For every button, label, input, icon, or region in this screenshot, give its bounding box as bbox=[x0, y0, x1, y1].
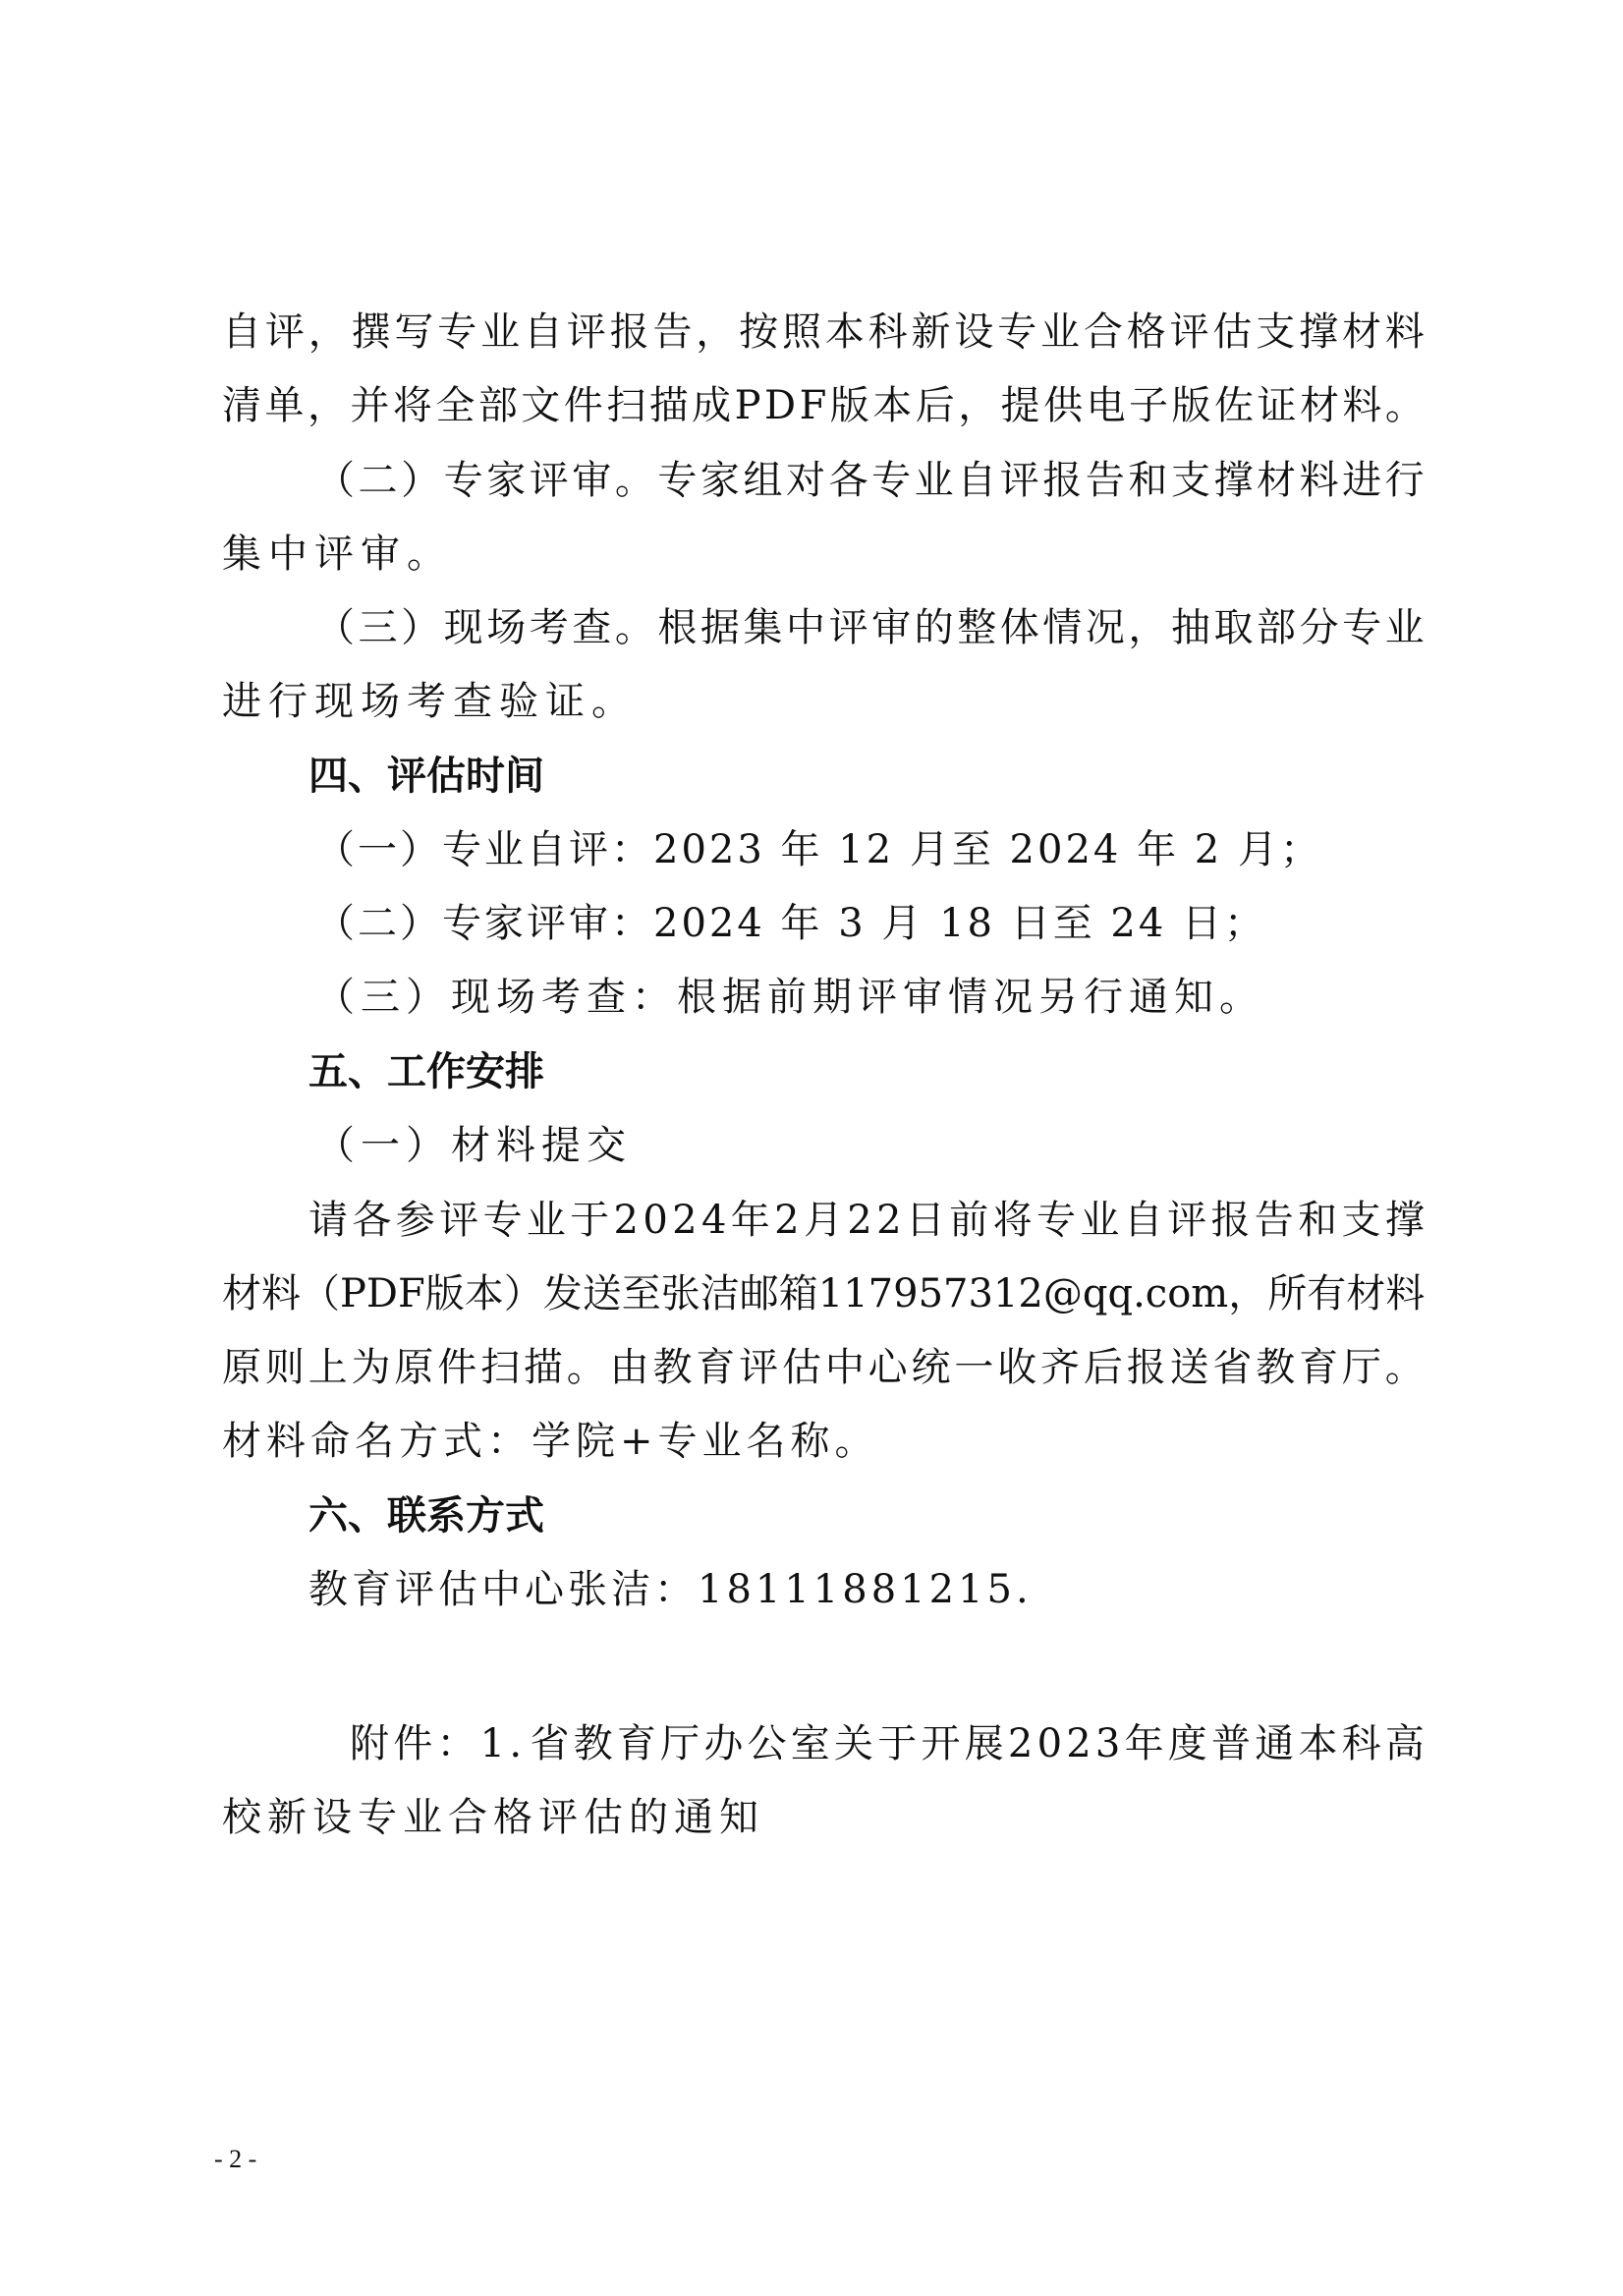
section-heading: 六、联系方式 bbox=[308, 1493, 544, 1539]
text-line: 进行现场考查验证。 bbox=[222, 679, 638, 724]
subsection-heading: （一）材料提交 bbox=[315, 1123, 632, 1168]
text-line: 请 各 参 评 专 业 于 2 0 2 4 年 2 月 2 2 日 前 将 专 业 自 评 报 告 和 支 撑 bbox=[308, 1198, 1425, 1243]
section-heading: 四、评估时间 bbox=[308, 754, 544, 799]
text-line: 自 评 ， 撰 写 专 业 自 评 报 告 ， 按 照 本 科 新 设 专 业 合 格 评 估 支 撑 材 料 bbox=[222, 309, 1425, 355]
text-line: （二）专家评审：2024 年 3 月 18 日至 24 日； bbox=[315, 901, 1267, 946]
text-line: （ 三 ） 现 场 考 查 。 根 据 集 中 评 审 的 整 体 情 况 ， 抽 取 部 分 专 业 bbox=[315, 605, 1425, 650]
text-line: 清 单 ， 并 将 全 部 文 件 扫 描 成 P D F 版 本 后 ， 提 供 电 子 版 佐 证 材 料 。 bbox=[222, 383, 1425, 428]
page-number: - 2 - bbox=[214, 2145, 257, 2173]
text-line: （ 二 ） 专 家 评 审 。 专 家 组 对 各 专 业 自 评 报 告 和 支 撑 材 料 进 行 bbox=[315, 458, 1425, 503]
attachment-line: 校新设专业合格评估的通知 bbox=[222, 1795, 764, 1840]
text-line: 原 则 上 为 原 件 扫 描 。 由 教 育 评 估 中 心 统 一 收 齐 后 报 送 省 教 育 厅 。 bbox=[222, 1345, 1425, 1390]
text-line: 材料命名方式：学院+专业名称。 bbox=[222, 1419, 879, 1464]
text-line: 教育评估中心张洁：18111881215. bbox=[308, 1567, 1033, 1612]
text-line: 集中评审。 bbox=[222, 532, 453, 577]
attachment-line: 附 件 ： 1 . 省 教 育 厅 办 公 室 关 于 开 展 2 0 2 3 年 度 普 通 本 科 高 bbox=[350, 1721, 1425, 1766]
section-heading: 五、工作安排 bbox=[308, 1049, 544, 1094]
text-line: 材 料 （ P D F 版 本 ） 发 送 至 张 洁 邮 箱 1 1 7 9 5 7 3 1 2 @ q q . c o m ， 所 有 材 料 bbox=[222, 1271, 1426, 1316]
text-line: （一）专业自评：2023 年 12 月至 2024 年 2 月； bbox=[315, 827, 1322, 872]
text-line: （三）现场考查：根据前期评审情况另行通知。 bbox=[315, 975, 1264, 1020]
